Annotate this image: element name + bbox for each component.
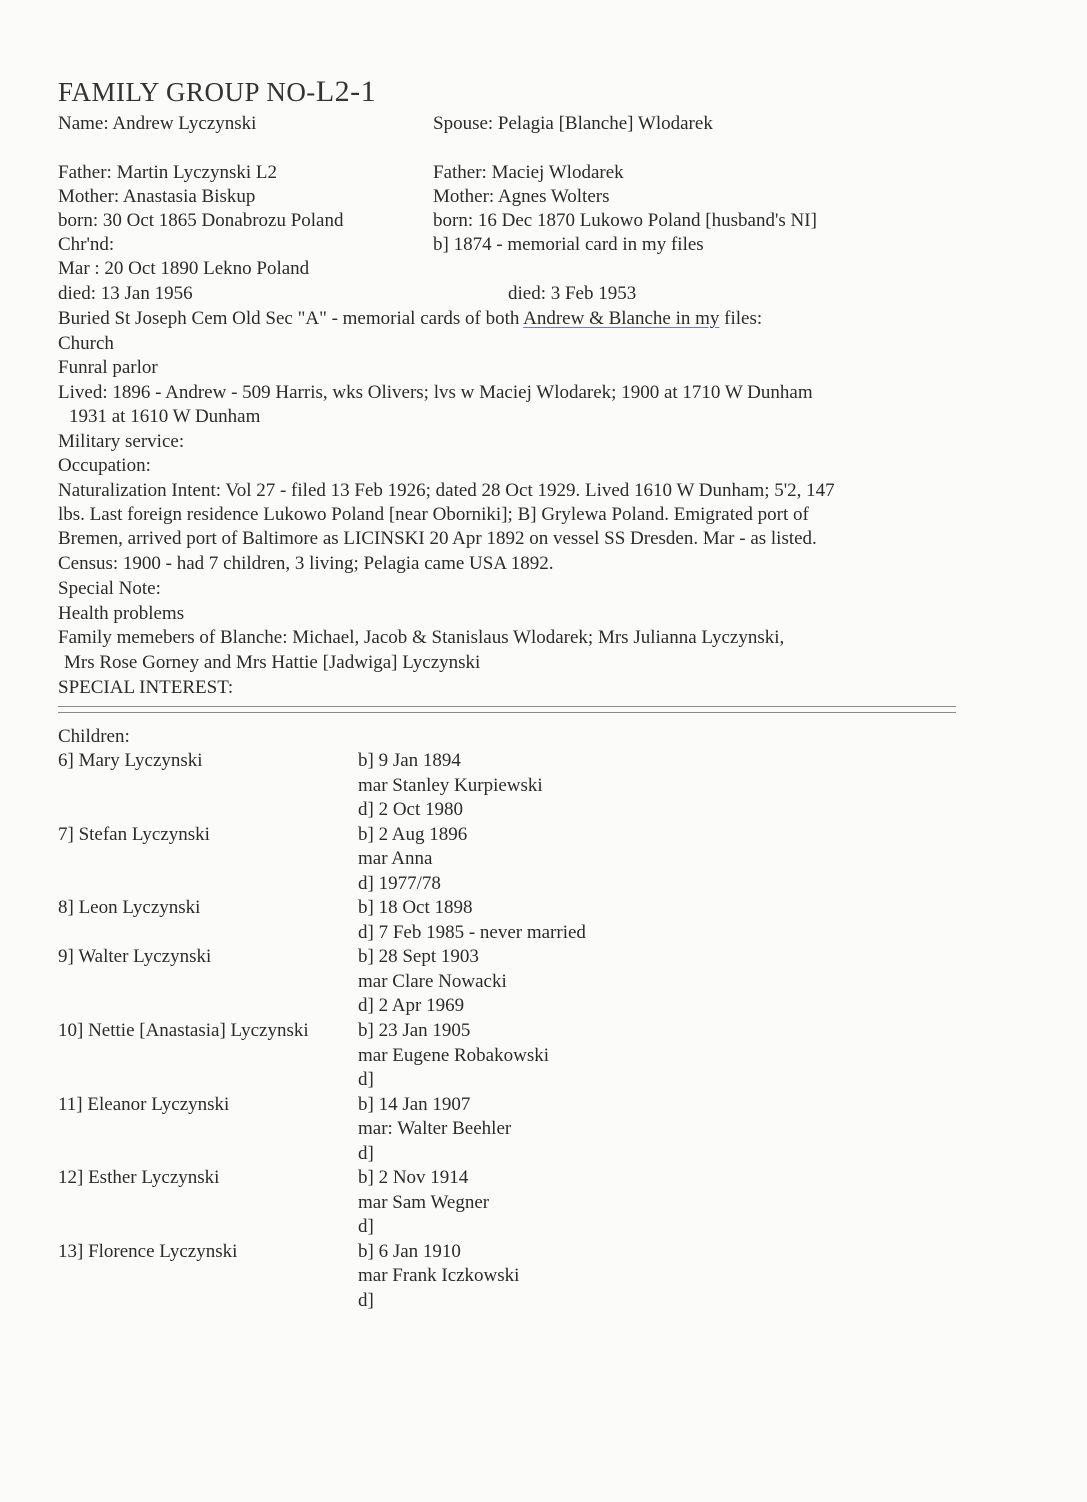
child-detail: mar Sam Wegner [358,1192,490,1213]
buried-underlined: Andrew & Blanche in my [523,308,720,329]
child-name: 8] Leon Lyczynski [58,897,201,918]
child-name: 9] Walter Lyczynski [58,946,212,967]
census-line: Census: 1900 - had 7 children, 3 living; Pelagia came USA 1892. [58,553,554,574]
church-line: Church [58,333,114,354]
title-prefix: FAMILY GROUP NO- [58,77,316,107]
military-line: Military service: [58,431,185,452]
husband-christened: Chr'nd: [58,234,115,255]
husband-married: Mar : 20 Oct 1890 Lekno Poland [58,258,310,279]
child-name: 13] Florence Lyczynski [58,1241,238,1262]
child-detail: mar Eugene Robakowski [358,1045,550,1066]
group-id: L2-1 [315,75,377,108]
child-detail: d] 7 Feb 1985 - never married [358,922,586,943]
occupation-line: Occupation: [58,455,151,476]
special-note-line: Special Note: [58,578,161,599]
special-interest-line: SPECIAL INTEREST: [58,677,234,698]
child-detail: d] 1977/78 [358,873,441,894]
spouse-died: died: 3 Feb 1953 [508,283,637,304]
child-detail: mar: Walter Beehler [358,1118,512,1139]
child-detail: mar Frank Iczkowski [358,1265,520,1286]
child-detail: d] [358,1143,374,1164]
husband-name: Name: Andrew Lyczynski [58,113,257,134]
husband-died: died: 13 Jan 1956 [58,283,193,304]
husband-father: Father: Martin Lyczynski L2 [58,162,277,183]
spouse-father: Father: Maciej Wlodarek [433,162,624,183]
health-line: Health problems [58,603,185,624]
child-name: 12] Esther Lyczynski [58,1167,220,1188]
spouse-name: Spouse: Pelagia [Blanche] Wlodarek [433,113,713,134]
funeral-line: Funral parlor [58,357,158,378]
double-rule-divider [58,706,956,713]
child-detail: b] 2 Aug 1896 [358,824,468,845]
child-name: 6] Mary Lyczynski [58,750,203,771]
lived-line-2: 1931 at 1610 W Dunham [69,406,261,427]
child-detail: b] 23 Jan 1905 [358,1020,471,1041]
family-line-2: Mrs Rose Gorney and Mrs Hattie [Jadwiga] Lyczynski [64,652,481,673]
spouse-born-alt: b] 1874 - memorial card in my files [433,234,704,255]
child-detail: b] 28 Sept 1903 [358,946,479,967]
child-name: 10] Nettie [Anastasia] Lyczynski [58,1020,309,1041]
husband-born: born: 30 Oct 1865 Donabrozu Poland [58,210,344,231]
child-detail: b] 18 Oct 1898 [358,897,473,918]
spouse-born: born: 16 Dec 1870 Lukowo Poland [husband's NI] [433,210,817,231]
child-name: 7] Stefan Lyczynski [58,824,210,845]
child-name: 11] Eleanor Lyczynski [58,1094,230,1115]
child-detail: b] 6 Jan 1910 [358,1241,461,1262]
naturalization-line-1: Naturalization Intent: Vol 27 - filed 13 Feb 1926; dated 28 Oct 1929. Lived 1610 W Dunham; 5'2, 147 [58,480,835,501]
child-detail: d] [358,1216,374,1237]
children-label: Children: [58,726,130,747]
child-detail: b] 2 Nov 1914 [358,1167,469,1188]
child-detail: mar Stanley Kurpiewski [358,775,543,796]
buried-prefix: Buried St Joseph Cem Old Sec "A" - memorial cards of both [58,308,524,329]
spouse-mother: Mother: Agnes Wolters [433,186,610,207]
child-detail: mar Clare Nowacki [358,971,507,992]
buried-line [58,307,762,331]
child-detail: mar Anna [358,848,433,869]
child-detail: d] [358,1290,374,1311]
lived-line-1: Lived: 1896 - Andrew - 509 Harris, wks Olivers; lvs w Maciej Wlodarek; 1900 at 1710 W Dunham [58,382,813,403]
naturalization-line-2: lbs. Last foreign residence Lukowo Poland [near Oborniki]; B] Grylewa Poland. Emigrated port of [58,504,809,525]
child-detail: d] 2 Apr 1969 [358,995,465,1016]
buried-suffix: files: [719,308,763,329]
family-line-1: Family memebers of Blanche: Michael, Jacob & Stanislaus Wlodarek; Mrs Julianna Lyczynski, [58,627,785,648]
page-title [58,76,376,108]
child-detail: d] 2 Oct 1980 [358,799,464,820]
child-detail: b] 14 Jan 1907 [358,1094,471,1115]
husband-mother: Mother: Anastasia Biskup [58,186,256,207]
naturalization-line-3: Bremen, arrived port of Baltimore as LICINSKI 20 Apr 1892 on vessel SS Dresden. Mar - as listed. [58,528,817,549]
child-detail: d] [358,1069,374,1090]
child-detail: b] 9 Jan 1894 [358,750,461,771]
